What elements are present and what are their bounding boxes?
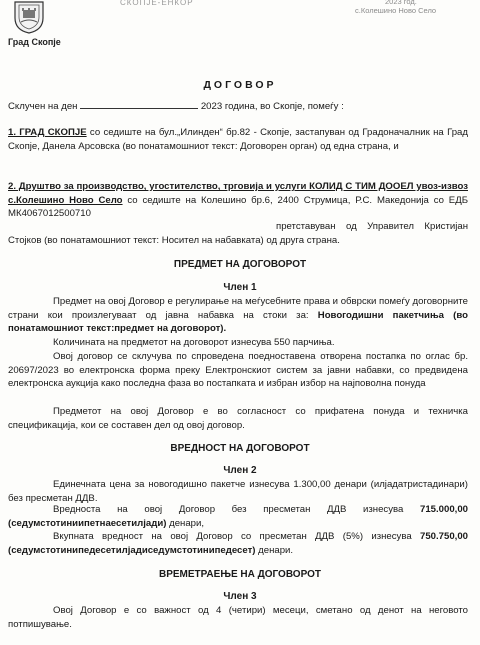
article-2-heading: Член 2 — [223, 465, 257, 476]
article-1-paragraph-4: Предметот на овој Договор е во согласност со прифатена понуда и техничка спецификација, кои се составен дел од овој договор. — [8, 406, 468, 431]
article-3-paragraph-1: Овој Договор е со важност од 4 (четири) месеци, сметано од денот на неговото потпишување. — [8, 605, 468, 630]
document-title: ДОГОВОР — [203, 79, 277, 91]
party-2-representative: претставуван од Управител Кристијан Стојков (во понатамошниот текст: Носител на набавката) од друга страна. — [8, 221, 468, 246]
intro-line: Склучен на ден 2023 година, во Скопје, помеѓу : — [8, 101, 344, 112]
article-3-heading: Член 3 — [223, 591, 257, 602]
party-2: 2. Друштво за производство, угостителство, трговија и услуги КОЛИД С ТИМ ДООЕЛ увоз-извоз с.Колешино Ново Село со седиште на Колешино бр.6, 2400 Струмица, Р.С. Македонија со ЕДБ МК4067012500710 — [8, 181, 468, 220]
article-1-paragraph-1: Предмет на овој Договор е регулирање на меѓусебните права и обврски помеѓу договорните страни кои произлегуваат од јавна набавка на стоки за: Новогодишни пакетчиња (во понатамошниот текст:предмет на договорот). — [8, 296, 468, 335]
article-2-paragraph-2: Вредноста на овој Договор без пресметан ДДВ изнесува 715.000,00 (седумстотиниипетнаесетилјади) денари, — [8, 504, 468, 529]
article-2-paragraph-3: Вкупната вредност на овој Договор со пресметан ДДВ (5%) изнесува 750.750,00 (седумстотинипедесетилјадиседумстотинипедесет) денари. — [8, 531, 468, 556]
header-stamp: СКОПЈЕ-ЕНКОР — [120, 0, 194, 7]
article-1-paragraph-3: Овој договор се склучува по спроведена поедноставена отворена постапка по оглас бр. 20697/2023 во електронска форма преку Електронскиот систем за јавни набавки, со предвидена електронска аукција како последна фаза во постапката и избран избор на најповолна понуда — [8, 351, 468, 390]
section-value-heading: ВРЕДНОСТ НА ДОГОВОРОТ — [170, 443, 310, 454]
section-duration-heading: ВРЕМЕТРАЕЊЕ НА ДОГОВОРОТ — [158, 569, 322, 580]
article-1-heading: Член 1 — [223, 282, 257, 293]
city-label: Град Скопје — [8, 37, 61, 47]
header-stamp-right: 2023 год. с.Колешино Ново Село — [355, 0, 437, 15]
section-subject-heading: ПРЕДМЕТ НА ДОГОВОРОТ — [173, 259, 307, 270]
date-blank — [80, 100, 198, 109]
article-2-paragraph-1: Единечната цена за новогодишно пакетче изнесува 1.300,00 денари (илјадатристадинари) без пресметан ДДВ. — [8, 479, 468, 504]
article-1-paragraph-2: Количината на предметот на договорот изнесува 550 парчиња. — [53, 337, 335, 348]
party-1: 1. ГРАД СКОПЈЕ со седиште на бул.„Илинден“ бр.82 - Скопје, застапуван од Градоначалник на Град Скопје, Данела Арсовска (во понатамошниот текст: Договорен орган) од една страна, и — [8, 127, 468, 152]
city-coat-of-arms-icon — [11, 0, 47, 34]
